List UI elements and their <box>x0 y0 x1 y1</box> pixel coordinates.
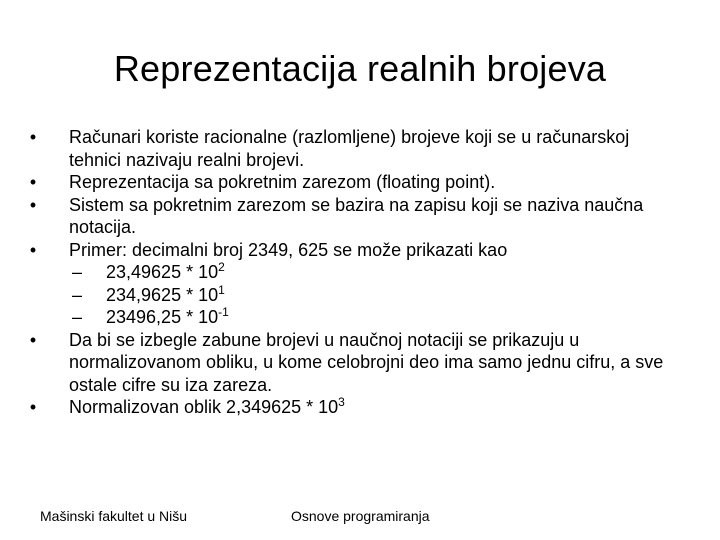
exponent: 1 <box>218 282 225 297</box>
bullet-icon: • <box>29 397 37 417</box>
bullet-item-2 <box>26 171 686 194</box>
bullet-item-4 <box>26 239 686 262</box>
sub-item-1 <box>26 261 686 284</box>
footer-institution: Mašinski fakultet u Nišu <box>40 508 188 524</box>
bullet-icon: • <box>29 239 37 260</box>
bullet-item-3 <box>26 194 686 239</box>
sub-item-text: 234,9625 * 10 <box>106 284 219 305</box>
bullet-icon: • <box>29 194 37 215</box>
footer-course: Osnove programiranja <box>291 508 430 524</box>
sub-item-2 <box>26 284 686 307</box>
dash-icon: – <box>72 307 83 327</box>
bullet-text: Primer: decimalni broj 2349, 625 se može prikazati kao <box>69 239 508 260</box>
exponent: 2 <box>218 260 225 274</box>
bullet-item-5 <box>26 329 686 397</box>
slide-title: Reprezentacija realnih brojeva <box>113 48 607 89</box>
sub-item-text: 23496,25 * 10 <box>106 307 219 327</box>
exponent: -1 <box>218 305 229 319</box>
bullet-text: Da bi se izbegle zabune brojevi u naučnoj notaciji se prikazuju u normalizovanom obliku, u kome celobrojni deo ima samo jednu cifru, a sve ostale cifre su iza zareza. <box>69 329 664 395</box>
sub-item-text: 23,49625 * 10 <box>106 262 219 282</box>
slide-body <box>26 126 686 419</box>
exponent: 3 <box>338 395 345 409</box>
sub-item-3 <box>26 306 686 329</box>
bullet-icon: • <box>29 329 37 350</box>
bullet-text: Normalizovan oblik 2,349625 * 10 <box>69 397 339 417</box>
bullet-item-6 <box>26 396 686 419</box>
bullet-text: Reprezentacija sa pokretnim zarezom (floating point). <box>69 172 496 192</box>
bullet-text: Sistem sa pokretnim zarezom se bazira na zapisu koji se naziva naučna notacija. <box>69 194 644 237</box>
bullet-icon: • <box>29 172 37 192</box>
dash-icon: – <box>72 262 83 282</box>
bullet-text: Računari koriste racionalne (razlomljene) brojeve koji se u računarskoj tehnici nazivaju realni brojevi. <box>69 127 630 170</box>
bullet-icon: • <box>29 127 37 147</box>
bullet-item-1 <box>26 126 686 171</box>
dash-icon: – <box>72 284 83 305</box>
